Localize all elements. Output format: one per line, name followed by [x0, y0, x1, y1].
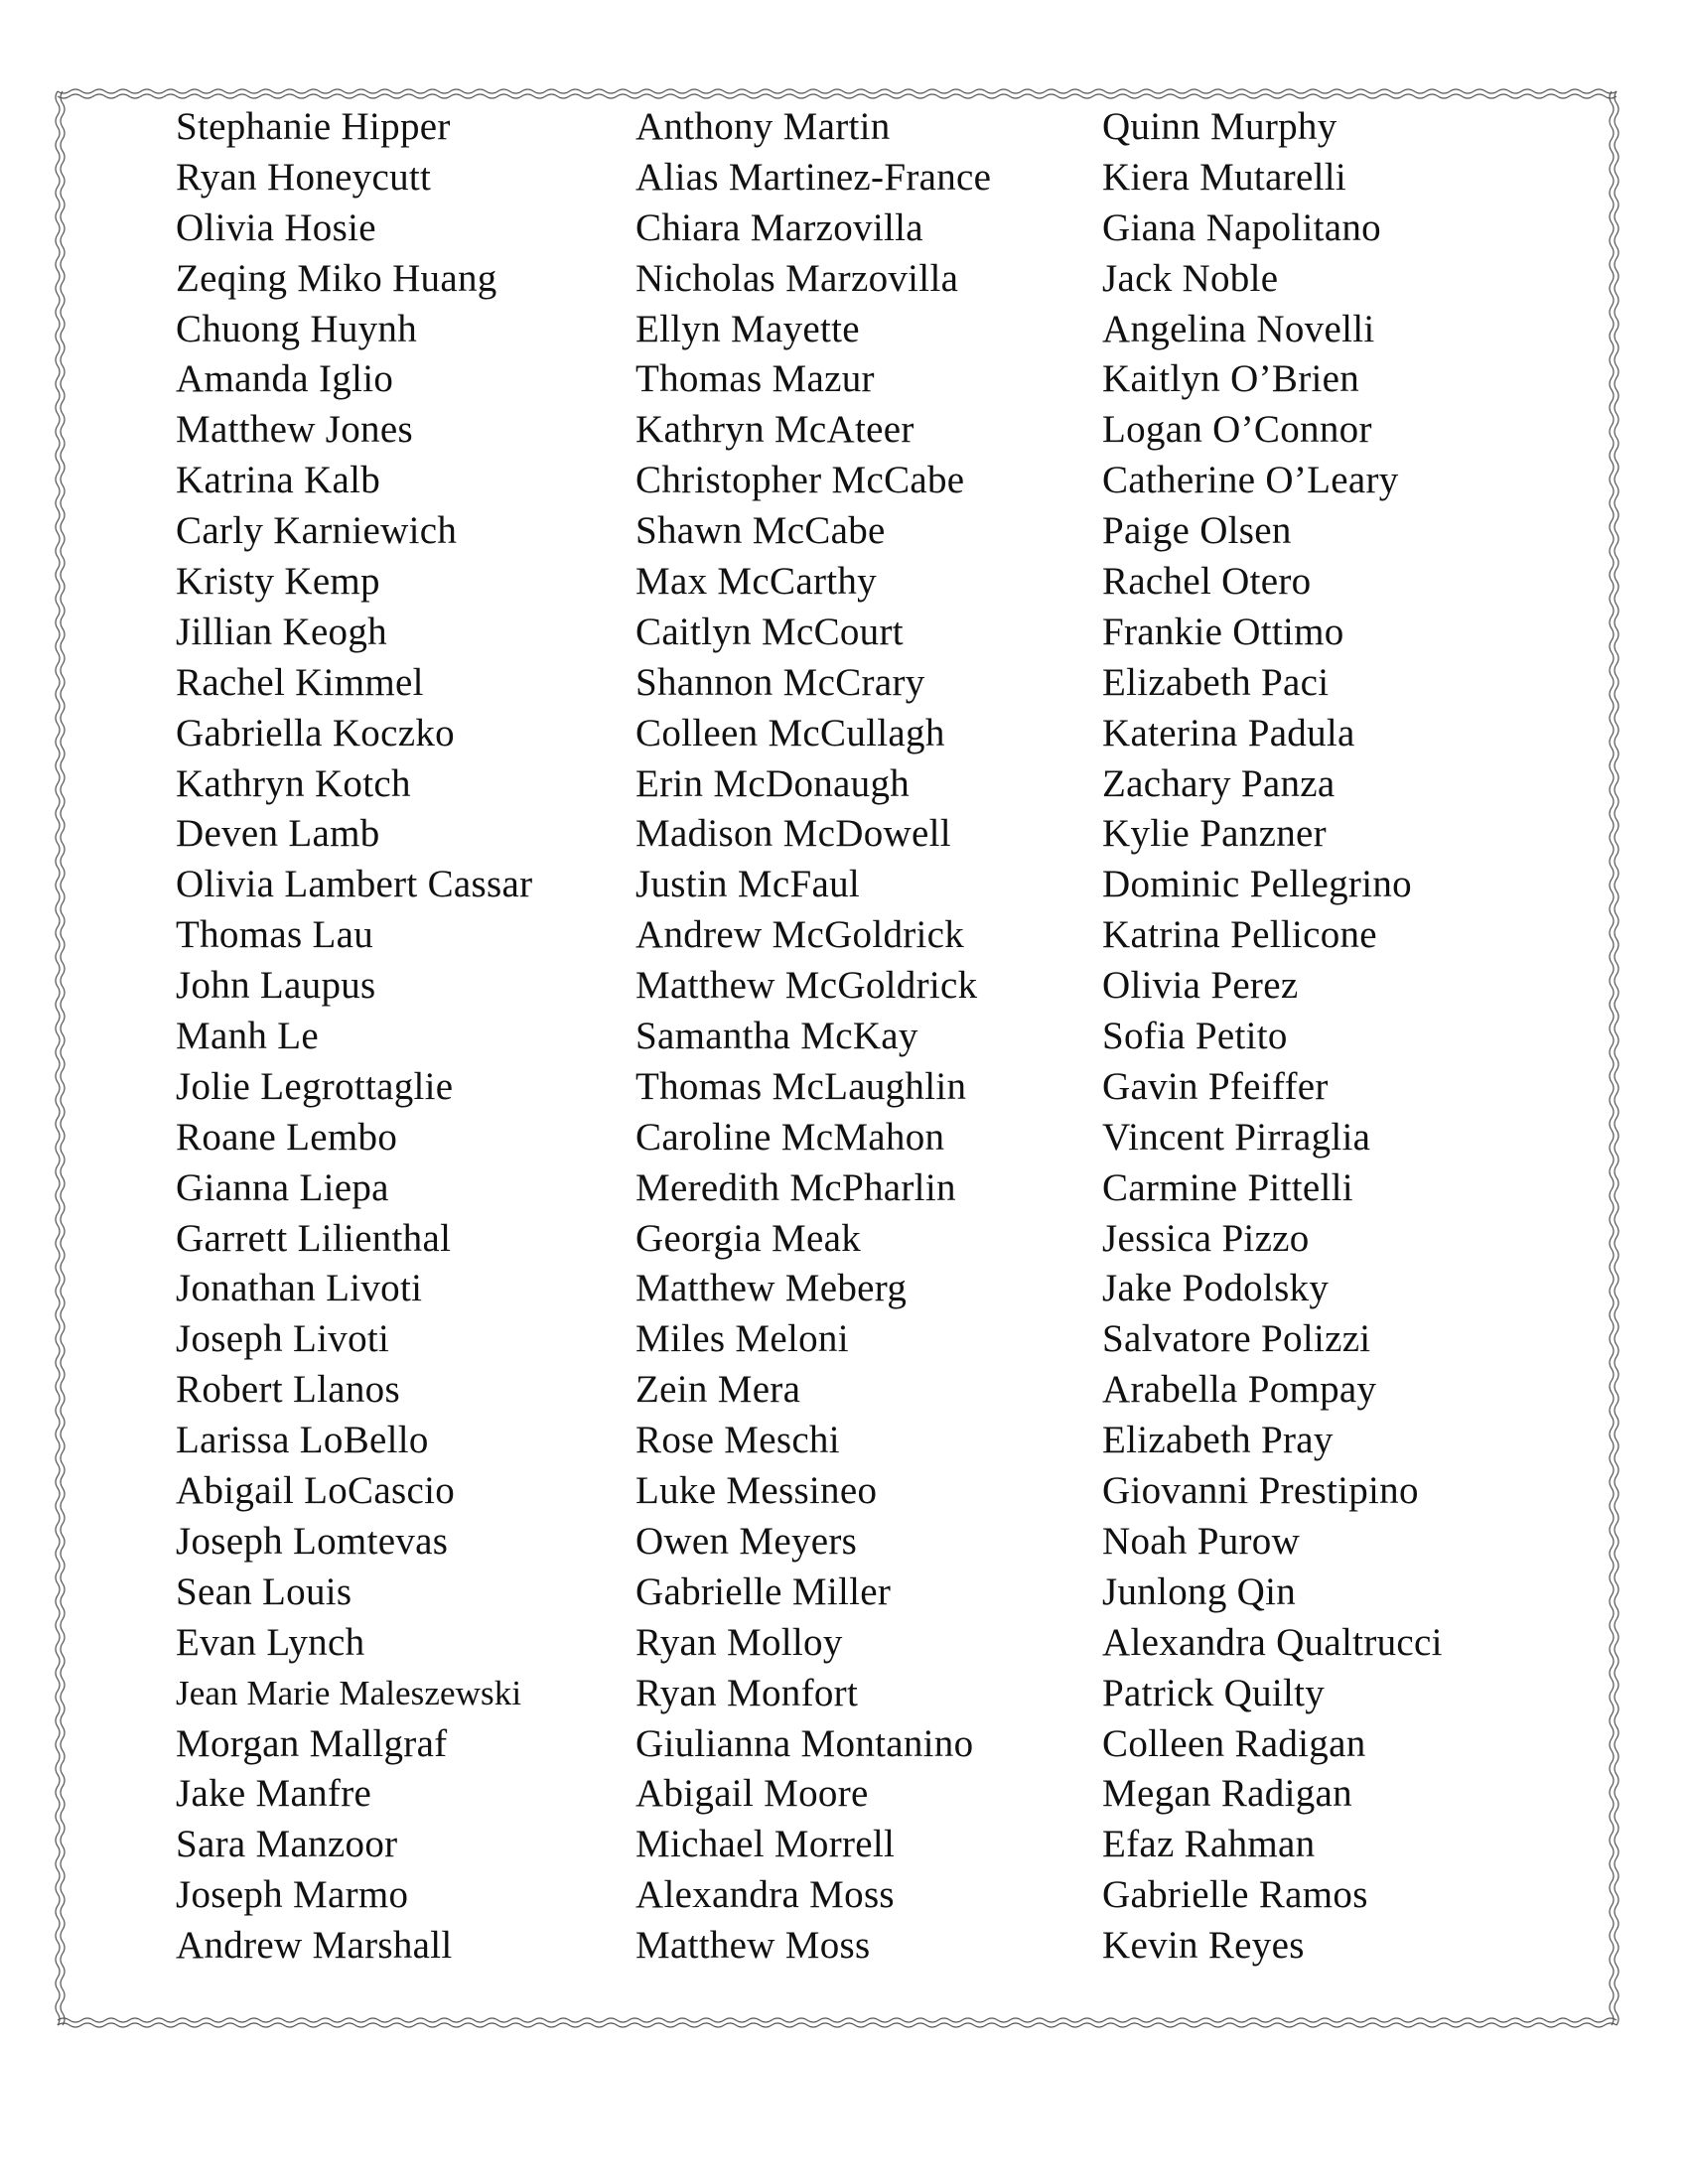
name-entry: Thomas Lau [176, 913, 374, 957]
name-entry: Rachel Kimmel [176, 660, 424, 704]
name-entry: Erin McDonaugh [635, 761, 911, 805]
name-entry: Olivia Lambert Cassar [176, 863, 533, 906]
name-entry: Ryan Honeycutt [176, 155, 432, 199]
name-entry: Efaz Rahman [1102, 1823, 1316, 1866]
names-column-3 [1102, 102, 1443, 1972]
name-entry: Larissa LoBello [176, 1419, 429, 1462]
name-entry: Justin McFaul [635, 863, 860, 906]
name-entry: Thomas McLaughlin [635, 1064, 967, 1108]
name-entry: Chiara Marzovilla [635, 205, 923, 249]
name-entry: Kylie Panzner [1102, 812, 1327, 856]
name-entry: Zeqing Miko Huang [176, 256, 497, 300]
name-entry: Gabrielle Miller [635, 1570, 892, 1613]
name-entry: Morgan Mallgraf [176, 1721, 448, 1765]
name-entry: Giana Napolitano [1102, 205, 1381, 249]
name-entry: Kiera Mutarelli [1102, 155, 1346, 199]
name-entry: Kevin Reyes [1102, 1924, 1305, 1968]
names-column-2 [635, 102, 991, 1972]
name-entry: Elizabeth Paci [1102, 660, 1330, 704]
name-entry: Arabella Pompay [1102, 1368, 1377, 1412]
name-entry: Abigail LoCascio [176, 1469, 455, 1513]
name-entry: Matthew Moss [635, 1924, 871, 1968]
name-entry: Katrina Kalb [176, 459, 381, 502]
name-entry: Joseph Marmo [176, 1873, 409, 1917]
name-entry: Shawn McCabe [635, 509, 886, 553]
name-entry: Jean Marie Maleszewski [176, 1673, 522, 1712]
name-entry: Deven Lamb [176, 812, 380, 856]
name-entry: Georgia Meak [635, 1216, 862, 1260]
name-entry: Alexandra Qualtrucci [1102, 1620, 1443, 1664]
name-entry: Luke Messineo [635, 1469, 878, 1513]
name-entry: Caitlyn McCourt [635, 610, 904, 653]
name-entry: Miles Meloni [635, 1317, 849, 1361]
name-entry: Gabriella Koczko [176, 711, 455, 754]
name-entry: Olivia Perez [1102, 964, 1299, 1008]
name-entry: Ellyn Mayette [635, 307, 860, 350]
name-entry: Gianna Liepa [176, 1165, 389, 1209]
name-entry: Gabrielle Ramos [1102, 1873, 1368, 1917]
name-entry: Megan Radigan [1102, 1772, 1352, 1816]
name-entry: Sofia Petito [1102, 1015, 1288, 1058]
name-entry: Elizabeth Pray [1102, 1419, 1334, 1462]
name-entry: Matthew McGoldrick [635, 964, 978, 1008]
name-entry: Michael Morrell [635, 1823, 896, 1866]
name-entry: Andrew McGoldrick [635, 913, 965, 957]
name-entry: Colleen McCullagh [635, 711, 945, 754]
name-entry: Angelina Novelli [1102, 307, 1375, 350]
name-entry: Giovanni Prestipino [1102, 1469, 1419, 1513]
name-entry: Stephanie Hipper [176, 105, 451, 148]
name-entry: Matthew Meberg [635, 1267, 908, 1310]
name-entry: Ryan Monfort [635, 1671, 859, 1714]
name-entry: Jillian Keogh [176, 610, 387, 653]
name-entry: Dominic Pellegrino [1102, 863, 1412, 906]
names-column-1 [176, 102, 532, 1972]
name-entry: Patrick Quilty [1102, 1671, 1326, 1714]
name-entry: Kathryn Kotch [176, 761, 411, 805]
name-entry: Anthony Martin [635, 105, 891, 148]
name-entry: Jonathan Livoti [176, 1267, 423, 1310]
name-entry: Olivia Hosie [176, 205, 376, 249]
name-entry: Joseph Lomtevas [176, 1519, 449, 1563]
name-entry: Samantha McKay [635, 1015, 918, 1058]
name-entry: Sean Louis [176, 1570, 352, 1613]
name-entry: Logan O’Connor [1102, 408, 1372, 452]
name-entry: Joseph Livoti [176, 1317, 390, 1361]
name-entry: Max McCarthy [635, 560, 877, 604]
name-entry: Alexandra Moss [635, 1873, 895, 1917]
name-entry: Carly Karniewich [176, 509, 458, 553]
name-entry: Owen Meyers [635, 1519, 858, 1563]
name-entry: Matthew Jones [176, 408, 413, 452]
name-entry: Meredith McPharlin [635, 1165, 956, 1209]
name-entry: Christopher McCabe [635, 459, 965, 502]
name-entry: Madison McDowell [635, 812, 951, 856]
name-entry: Rachel Otero [1102, 560, 1312, 604]
name-entry: Salvatore Polizzi [1102, 1317, 1371, 1361]
name-entry: Katerina Padula [1102, 711, 1355, 754]
name-entry: Kathryn McAteer [635, 408, 914, 452]
name-entry: Katrina Pellicone [1102, 913, 1377, 957]
name-entry: Abigail Moore [635, 1772, 869, 1816]
name-entry: Carmine Pittelli [1102, 1165, 1353, 1209]
name-entry: Noah Purow [1102, 1519, 1301, 1563]
name-entry: John Laupus [176, 964, 376, 1008]
name-entry: Robert Llanos [176, 1368, 400, 1412]
name-entry: Evan Lynch [176, 1620, 365, 1664]
name-entry: Roane Lembo [176, 1115, 398, 1159]
name-entry: Gavin Pfeiffer [1102, 1064, 1329, 1108]
name-entry: Caroline McMahon [635, 1115, 945, 1159]
name-entry: Kristy Kemp [176, 560, 380, 604]
name-entry: Colleen Radigan [1102, 1721, 1366, 1765]
name-entry: Vincent Pirraglia [1102, 1115, 1371, 1159]
name-entry: Nicholas Marzovilla [635, 256, 959, 300]
name-entry: Quinn Murphy [1102, 105, 1337, 148]
name-entry: Jessica Pizzo [1102, 1216, 1310, 1260]
name-entry: Paige Olsen [1102, 509, 1292, 553]
name-entry: Jack Noble [1102, 256, 1279, 300]
name-entry: Giulianna Montanino [635, 1721, 974, 1765]
name-entry: Garrett Lilienthal [176, 1216, 452, 1260]
name-entry: Zein Mera [635, 1368, 801, 1412]
name-entry: Kaitlyn O’Brien [1102, 357, 1360, 401]
name-entry: Alias Martinez-France [635, 155, 992, 199]
name-entry: Thomas Mazur [635, 357, 875, 401]
name-entry: Andrew Marshall [176, 1924, 453, 1968]
name-entry: Amanda Iglio [176, 357, 394, 401]
name-entry: Catherine O’Leary [1102, 459, 1399, 502]
name-entry: Chuong Huynh [176, 307, 418, 350]
name-entry: Rose Meschi [635, 1419, 840, 1462]
name-entry: Ryan Molloy [635, 1620, 843, 1664]
name-entry: Jolie Legrottaglie [176, 1064, 454, 1108]
name-entry: Sara Manzoor [176, 1823, 398, 1866]
name-entry: Jake Manfre [176, 1772, 372, 1816]
name-entry: Jake Podolsky [1102, 1267, 1330, 1310]
name-entry: Zachary Panza [1102, 761, 1336, 805]
name-entry: Frankie Ottimo [1102, 610, 1344, 653]
name-entry: Junlong Qin [1102, 1570, 1297, 1613]
name-entry: Shannon McCrary [635, 660, 925, 704]
name-entry: Manh Le [176, 1015, 319, 1058]
